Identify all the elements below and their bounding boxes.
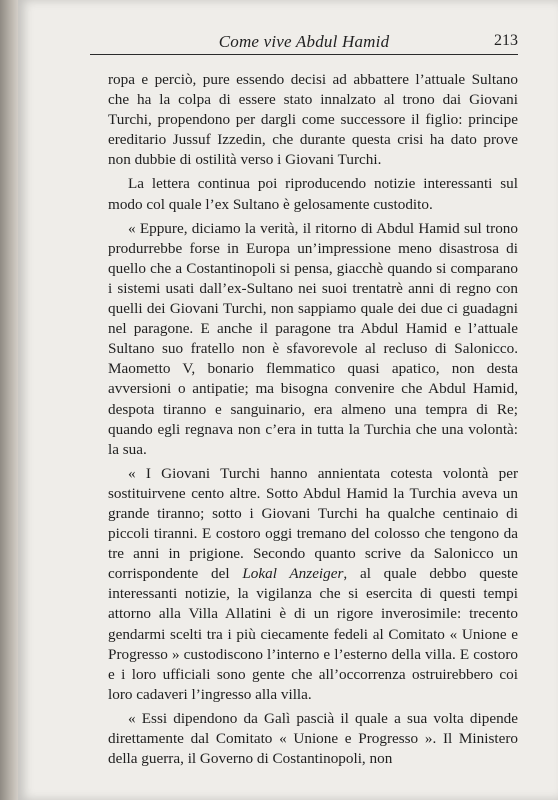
page-header [90, 28, 518, 55]
paragraph-4 [108, 464, 518, 705]
paragraph-5: « Essi dipendono da Galì pascià il quale a sua volta dipende direttamente dal Comitato « Unione e Progresso ». Il Ministero della guerra, il Governo di Costantinopoli, non [108, 709, 518, 768]
paragraph-3: « Eppure, diciamo la verità, il ritorno di Abdul Hamid sul trono produrrebbe forse in Europa un’impressione meno disastrosa di quello che a Costantinopoli si pensa, giacchè quando si comparano i sistemi usati dall’ex-Sultano nei suoi trentatrè anni di regno con quelli dei Giovani Turchi, non sappiamo quale dei due ci guadagni nel paragone. E anche il paragone tra Abdul Hamid e l’attuale Sultano suo fratello non è sfavorevole al recluso di Salonicco. Maometto V, bonario flemmatico quasi apatico, non desta avversioni o antipatie; ma bisogna convenire che Abdul Hamid, despota tiranno e sanguinario, era almeno una tempra di Re; quando egli regnava non c’era in tutta la Turchia che una volontà: la sua. [108, 219, 518, 458]
book-gutter [0, 0, 18, 800]
book-page [18, 0, 558, 800]
paragraph-2: La lettera continua poi riproducendo notizie interessanti sul modo col quale l’ex Sultano è gelosamente custodito. [108, 175, 518, 213]
page-number: 213 [494, 32, 518, 49]
paragraph-1: ropa e perciò, pure essendo decisi ad abbattere l’attuale Sultano che ha la colpa di essere stato innalzato al trono dai Giovani Turchi, propendono per dargli come successore il figlio: principe ereditario Jussuf Izzedin, che durante questa crisi ha dato prove non dubbie di ostilità verso i Giovani Turchi. [108, 71, 518, 169]
newspaper-title: Lokal Anzeiger [242, 565, 344, 583]
paragraph-4-part-2: , al quale debbo queste interessanti notizie, la vigilanza che si esercita di questi tempi attorno alla Villa Allatini è di un rigore inverosimile: trecento gendarmi scelti tra i più ciecamente fedeli al Comitato « Unione e Progresso » custodiscono l’interno e l’esterno della villa. E costoro e i loro ufficiali sono gente che all’occorrenza ostruirebbero coi loro cadaveri l’ingresso alla villa. [108, 565, 519, 703]
page-body [108, 70, 518, 769]
running-title: Come vive Abdul Hamid [218, 32, 390, 51]
paragraph-4-part-1: « I Giovani Turchi hanno annientata cotesta volontà per sostituirvene cento altre. Sotto Abdul Hamid la Turchia aveva un grande tiranno; sotto i Giovani Turchi ha qualche centinaio di piccoli tiranni. E costoro oggi tremano del colosso che tengono da tre anni in prigione. Secondo quanto scrive da Salonicco un corrispondente del [108, 464, 518, 583]
